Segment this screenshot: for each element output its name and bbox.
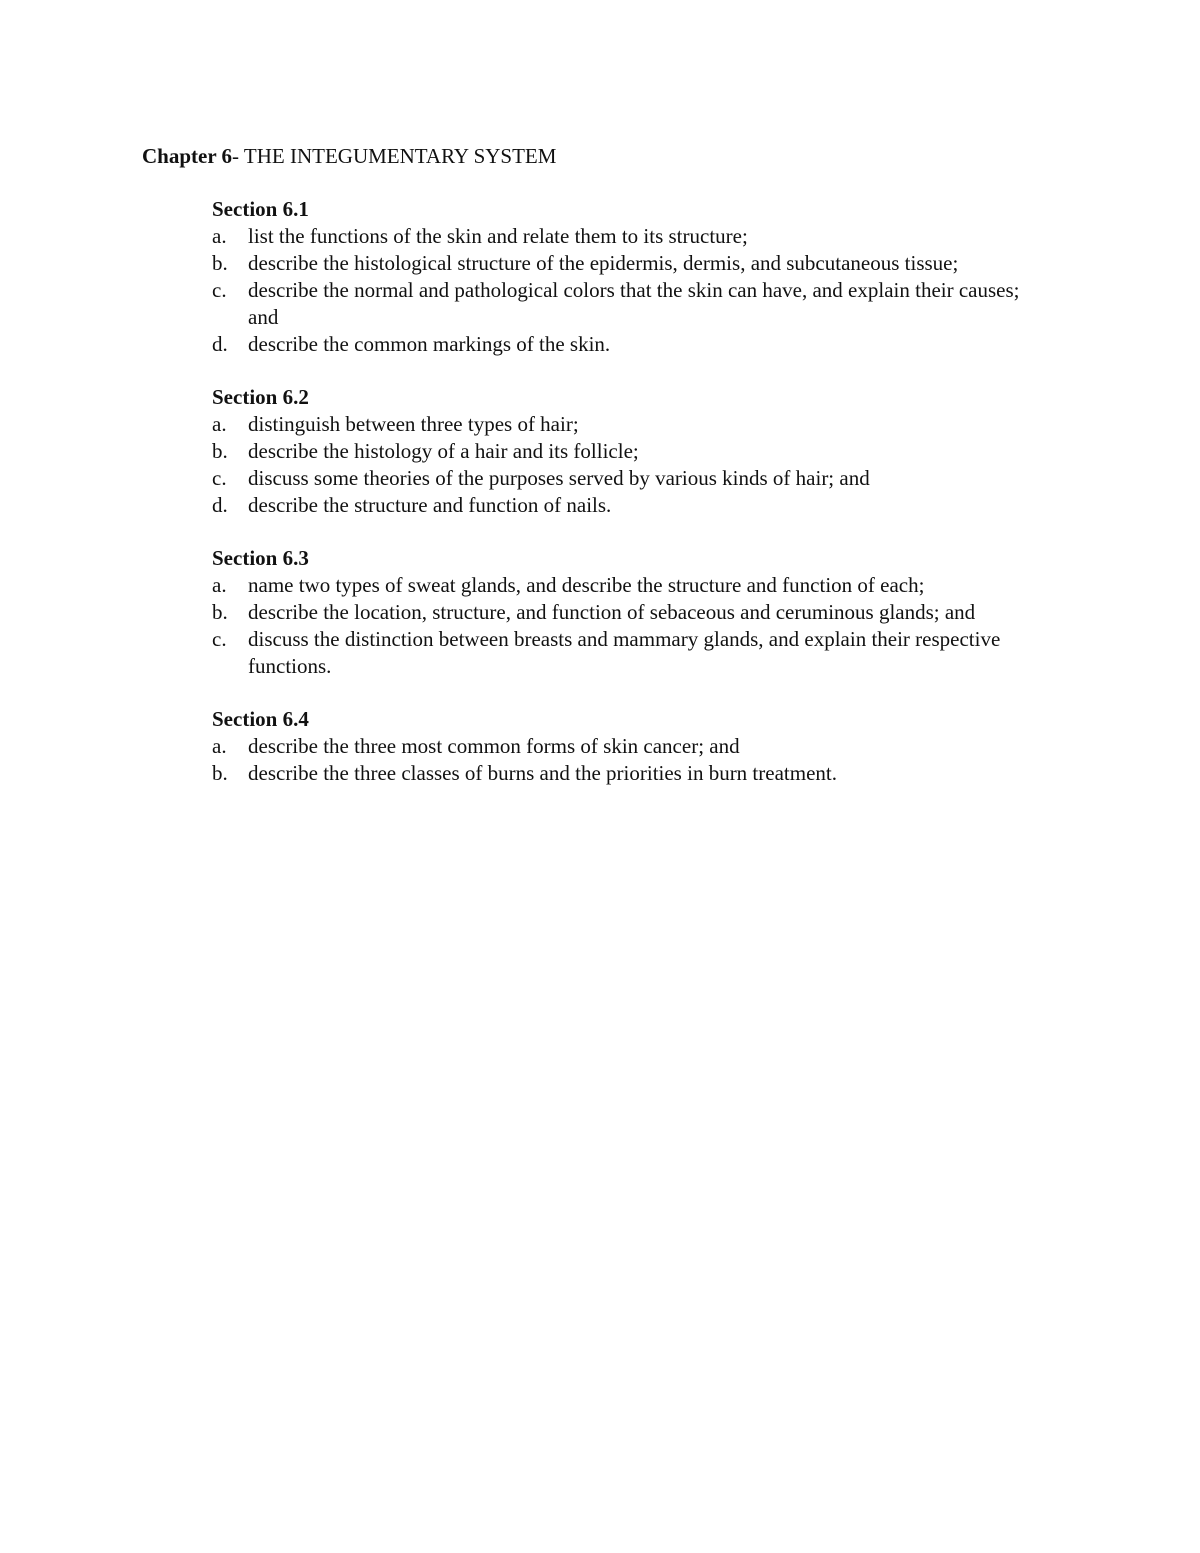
list-item (212, 733, 1062, 760)
item-letter: a. (212, 734, 227, 758)
chapter-name: - THE INTEGUMENTARY SYSTEM (232, 144, 557, 168)
list-item (212, 250, 1062, 277)
item-text: distinguish between three types of hair; (248, 412, 579, 436)
item-letter: d. (212, 493, 228, 517)
item-text: describe the histology of a hair and its follicle; (248, 439, 639, 463)
section-6-1 (212, 196, 1062, 358)
item-letter: b. (212, 600, 228, 624)
objectives-list (212, 733, 1062, 787)
item-letter: c. (212, 466, 227, 490)
list-item (212, 599, 1062, 626)
item-letter: c. (212, 278, 227, 302)
item-text: name two types of sweat glands, and describe the structure and function of each; (248, 573, 925, 597)
list-item (212, 760, 1062, 787)
section-title: Section 6.3 (212, 546, 309, 570)
item-text: discuss the distinction between breasts and mammary glands, and explain their respective functions. (248, 627, 1001, 678)
list-item (212, 331, 1062, 358)
item-text: describe the structure and function of nails. (248, 493, 612, 517)
item-text: discuss some theories of the purposes served by various kinds of hair; and (248, 466, 870, 490)
objectives-list (212, 223, 1062, 358)
item-letter: a. (212, 573, 227, 597)
section-title: Section 6.4 (212, 707, 309, 731)
item-text: describe the three classes of burns and the priorities in burn treatment. (248, 761, 837, 785)
item-text: describe the common markings of the skin. (248, 332, 611, 356)
item-letter: b. (212, 761, 228, 785)
list-item (212, 411, 1062, 438)
item-text: describe the normal and pathological colors that the skin can have, and explain their causes; and (248, 278, 1020, 329)
item-letter: d. (212, 332, 228, 356)
item-text: describe the three most common forms of skin cancer; and (248, 734, 740, 758)
item-letter: b. (212, 251, 228, 275)
section-title: Section 6.1 (212, 197, 309, 221)
section-title: Section 6.2 (212, 385, 309, 409)
item-text: describe the location, structure, and function of sebaceous and ceruminous glands; and (248, 600, 976, 624)
chapter-title (142, 142, 1062, 170)
list-item (212, 223, 1062, 250)
list-item (212, 465, 1062, 492)
objectives-list (212, 572, 1062, 680)
list-item (212, 438, 1062, 465)
section-6-4 (212, 706, 1062, 787)
item-letter: c. (212, 627, 227, 651)
item-text: describe the histological structure of the epidermis, dermis, and subcutaneous tissue; (248, 251, 959, 275)
section-6-3 (212, 545, 1062, 680)
item-letter: a. (212, 412, 227, 436)
list-item (212, 572, 1062, 599)
objectives-list (212, 411, 1062, 519)
list-item (212, 277, 1062, 331)
item-text: list the functions of the skin and relate them to its structure; (248, 224, 748, 248)
document-page (142, 142, 1062, 813)
item-letter: a. (212, 224, 227, 248)
chapter-label: Chapter 6 (142, 144, 233, 168)
list-item (212, 492, 1062, 519)
section-6-2 (212, 384, 1062, 519)
item-letter: b. (212, 439, 228, 463)
list-item (212, 626, 1062, 680)
